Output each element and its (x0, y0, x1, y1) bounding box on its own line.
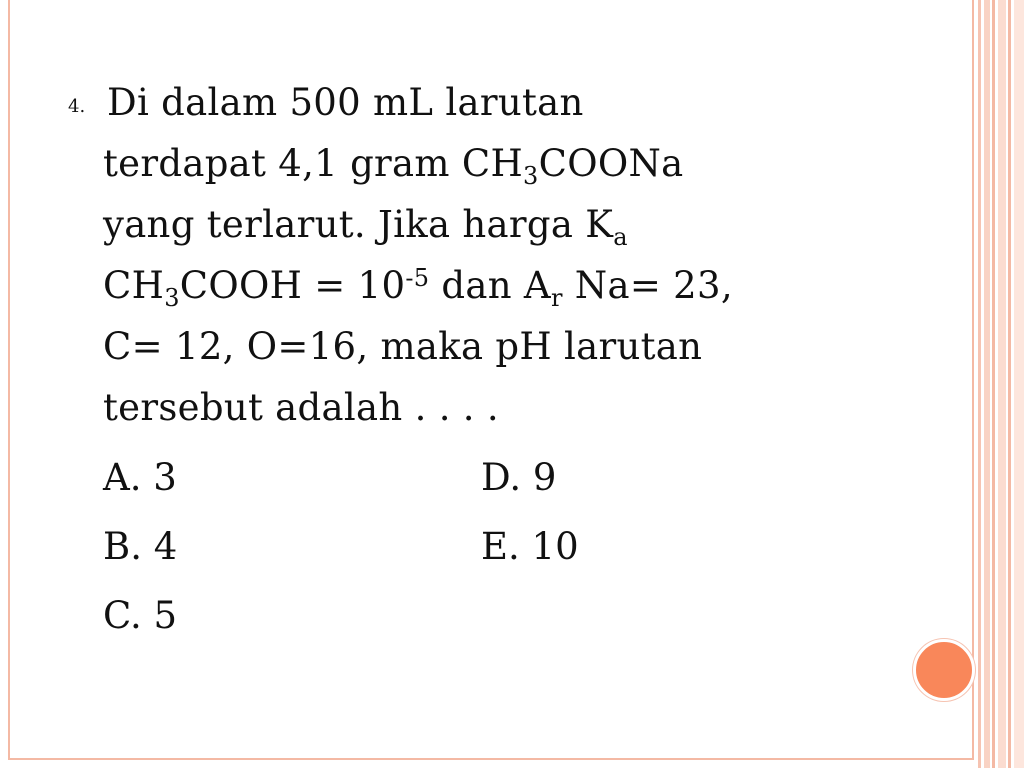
options-row (103, 443, 888, 512)
question-line: yang terlarut. Jika harga $K_a$ (103, 203, 628, 251)
option-d: D. 9 (481, 456, 557, 499)
question-text (103, 72, 888, 438)
question-line: terdapat 4,1 gram $CH_3COONa$ (103, 142, 684, 190)
question-line: Di dalam 500 mL larutan (107, 81, 584, 124)
decorative-circle-icon (913, 639, 975, 701)
option-a: A. 3 (103, 456, 177, 499)
question-line: $CH_3COOH = 10^{-5}$ dan $A_r$ Na= 23, (103, 264, 733, 312)
decorative-stripe (998, 0, 1006, 768)
decorative-stripe (1014, 0, 1024, 768)
option-b: B. 4 (103, 525, 178, 568)
slide-content (68, 72, 888, 650)
options-row (103, 512, 888, 581)
decorative-stripe (1008, 0, 1011, 768)
decorative-stripe (984, 0, 990, 768)
option-e: E. 10 (481, 525, 579, 568)
question-line: C= 12, O=16, maka pH larutan (103, 325, 703, 368)
question-number: 4. (68, 96, 86, 117)
decorative-stripe (978, 0, 981, 768)
decorative-stripe (992, 0, 995, 768)
options-row (103, 581, 888, 650)
option-c: C. 5 (103, 594, 178, 637)
question-line: tersebut adalah . . . . (103, 386, 499, 429)
answer-options (103, 443, 888, 650)
